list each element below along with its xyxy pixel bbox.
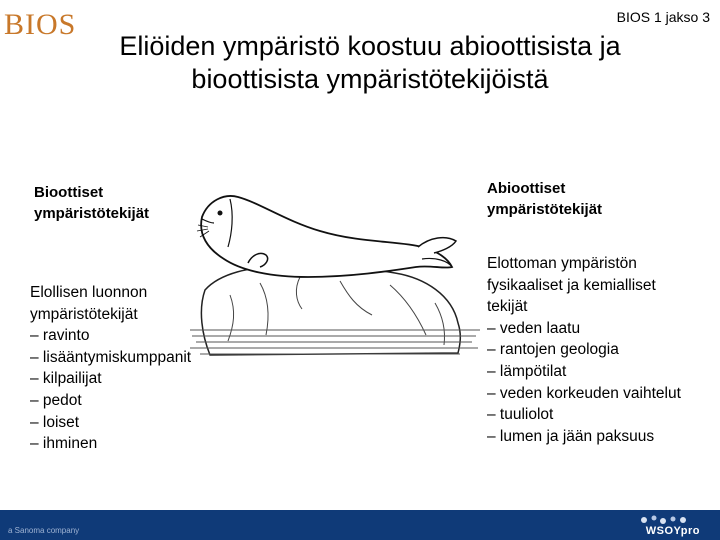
list-item: – tuuliolot [487, 406, 554, 424]
seal-eye-icon [218, 211, 223, 216]
list-item: – lämpötilat [487, 362, 567, 380]
publisher-label: a Sanoma company [8, 526, 80, 535]
abiotic-list [487, 253, 681, 447]
list-item: – veden laatu [487, 319, 581, 337]
list-item: Elollisen luonnon [30, 284, 148, 301]
list-item: – lisääntymiskumppanit [30, 348, 192, 366]
list-item: – kilpailijat [30, 370, 102, 388]
list-item: – veden korkeuden vaihtelut [487, 384, 681, 402]
list-item: Elottoman ympäristön [487, 255, 637, 272]
list-item: – ravinto [30, 327, 90, 345]
seal-on-rock-illustration [190, 185, 480, 370]
bios-logo: BIOS [4, 8, 77, 41]
list-item: fysikaaliset ja kemialliset [487, 276, 656, 294]
biotic-heading-line-1: Bioottiset [34, 184, 104, 201]
footer-bar [0, 510, 720, 540]
abiotic-heading [487, 178, 602, 220]
slide-title [60, 30, 680, 96]
course-label: BIOS 1 jakso 3 [616, 9, 710, 25]
abiotic-heading-line-2: ympäristötekijät [487, 201, 603, 218]
list-item: – loiset [30, 413, 80, 431]
abiotic-heading-line-1: Abioottiset [487, 180, 566, 197]
biotic-heading [34, 182, 149, 224]
wsoypro-logo: WSOYpro [645, 525, 700, 537]
list-item: – ihminen [30, 435, 98, 453]
biotic-heading-line-2: ympäristötekijät [34, 205, 150, 222]
list-item: ympäristötekijät [30, 305, 138, 323]
list-item: – lumen ja jään paksuus [487, 427, 655, 445]
list-item: tekijät [487, 298, 528, 316]
biotic-list [30, 282, 191, 455]
list-item: – rantojen geologia [487, 341, 619, 359]
list-item: – pedot [30, 391, 82, 409]
title-line-2: bioottisista ympäristötekijöistä [191, 64, 549, 94]
title-line-1: Eliöiden ympäristö koostuu abioottisista ja [119, 31, 621, 61]
